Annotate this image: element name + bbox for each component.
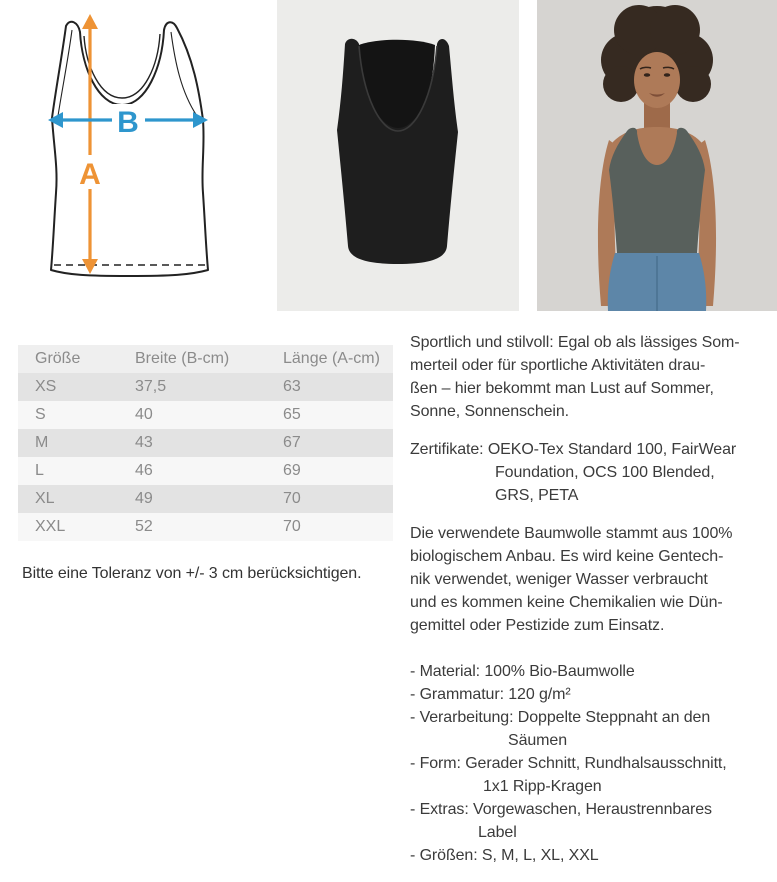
size-table-body	[18, 373, 393, 541]
size-table-cell: XL	[35, 490, 55, 507]
size-table-cell: M	[35, 434, 49, 451]
model-wearing-tank-photo	[537, 0, 777, 311]
description-line: - Größen: S, M, L, XL, XXL	[410, 847, 599, 864]
description-line: merteil oder für sportliche Aktivitäten drau-	[410, 357, 706, 374]
product-photo-flat[interactable]	[277, 0, 519, 311]
col-header-laenge: Länge (A-cm)	[283, 350, 380, 367]
size-diagram-image[interactable]	[18, 8, 248, 303]
size-table-row	[18, 373, 393, 401]
tolerance-note: Bitte eine Toleranz von +/- 3 cm berücksichtigen.	[22, 565, 362, 582]
size-table-cell: 63	[283, 378, 301, 395]
size-table-cell: 67	[283, 434, 301, 451]
size-table-header-row	[18, 345, 393, 373]
tank-top-measurement-diagram	[18, 8, 248, 303]
description-line: Zertifikate: OEKO-Tex Standard 100, FairWear	[410, 441, 737, 458]
tank-outline	[51, 22, 208, 276]
size-table-cell: XS	[35, 378, 57, 395]
size-table-row	[18, 485, 393, 513]
size-table-cell: 37,5	[135, 378, 167, 395]
size-table-cell: 69	[283, 462, 301, 479]
col-header-breite: Breite (B-cm)	[135, 350, 230, 367]
description-line: gemittel oder Pestizide zum Einsatz.	[410, 617, 665, 634]
measure-label-a: A	[79, 158, 101, 191]
size-table-cell: XXL	[35, 518, 66, 535]
description-line: nik verwendet, weniger Wasser verbraucht	[410, 571, 708, 588]
col-header-groesse: Größe	[35, 350, 81, 367]
description-paragraph-certificates	[410, 438, 777, 507]
size-table-cell: L	[35, 462, 44, 479]
description-line: Sonne, Sonnenschein.	[410, 403, 570, 420]
size-table	[18, 345, 393, 541]
description-line: Sportlich und stilvoll: Egal ob als lässiges Som-	[410, 334, 740, 351]
description-line: und es kommen keine Chemikalien wie Dün-	[410, 594, 723, 611]
measure-label-b: B	[117, 106, 139, 139]
description-line: - Material: 100% Bio-Baumwolle	[410, 663, 635, 680]
size-table-cell: 65	[283, 406, 301, 423]
description-line: 1x1 Ripp-Kragen	[483, 778, 602, 795]
description-line: Säumen	[508, 732, 567, 749]
black-tank-top-photo	[277, 0, 519, 311]
model-face	[634, 52, 680, 108]
description-line: biologischem Anbau. Es wird keine Gentech-	[410, 548, 724, 565]
product-photo-model[interactable]	[537, 0, 777, 311]
description-line: Die verwendete Baumwolle stammt aus 100%	[410, 525, 733, 542]
size-table-cell: 43	[135, 434, 153, 451]
size-table-cell: 70	[283, 518, 301, 535]
size-table-row	[18, 429, 393, 457]
size-table-row	[18, 401, 393, 429]
size-table-row	[18, 457, 393, 485]
description-line: - Grammatur: 120 g/m²	[410, 686, 571, 703]
description-line: ßen – hier bekommt man Lust auf Sommer,	[410, 380, 714, 397]
product-description	[410, 331, 777, 882]
size-table-cell: S	[35, 406, 46, 423]
description-line: - Extras: Vorgewaschen, Heraustrennbares	[410, 801, 712, 818]
size-table-cell: 46	[135, 462, 153, 479]
description-line: Label	[478, 824, 517, 841]
size-table-cell: 52	[135, 518, 153, 535]
description-line: Foundation, OCS 100 Blended,	[495, 464, 715, 481]
description-line: - Form: Gerader Schnitt, Rundhalsausschnitt,	[410, 755, 727, 772]
size-table-cell: 49	[135, 490, 153, 507]
description-paragraph-cotton	[410, 522, 777, 637]
size-table-row	[18, 513, 393, 541]
description-paragraph-intro	[410, 331, 777, 423]
description-line: - Verarbeitung: Doppelte Steppnaht an den	[410, 709, 711, 726]
description-line: GRS, PETA	[495, 487, 579, 504]
size-table-cell: 70	[283, 490, 301, 507]
size-table-cell: 40	[135, 406, 153, 423]
description-paragraph-specs	[410, 660, 777, 867]
